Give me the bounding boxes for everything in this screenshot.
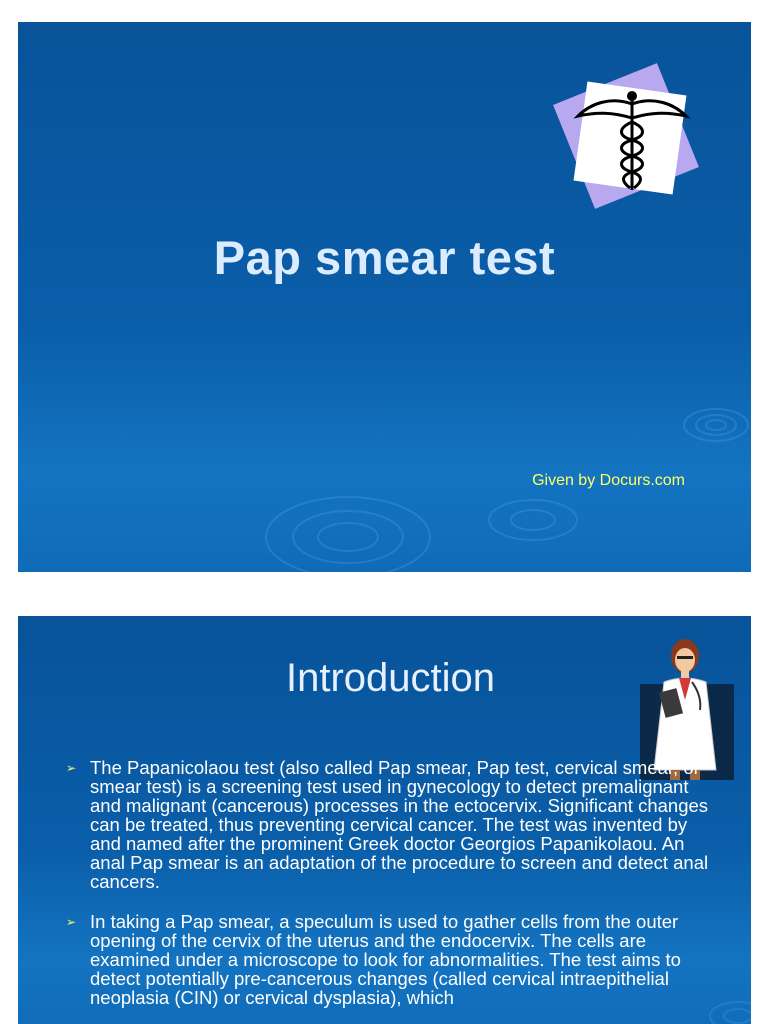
slide-title: Pap smear test [213, 231, 556, 284]
slide-subtitle: Given by Docurs.com [532, 472, 685, 489]
title-slide [18, 22, 751, 572]
bullet-arrow-icon: ➢ [66, 761, 77, 775]
bullet-text: The Papanicolaou test (also called Pap smear, Pap test, cervical smear, or smear test) is a screening test used in gynecology to detect premalignant and malignant (cancerous) processes in the ectocervix. Significant changes can be treated, thus preventing cervical cancer. The test was invented by and named after the prominent Greek doctor Georgios Papanikolaou. An anal Pap smear is an adaptation of the procedure to screen and detect anal cancers. [90, 757, 709, 892]
introduction-slide [18, 616, 751, 1024]
bullet-item [62, 912, 722, 1007]
bullet-list [62, 758, 722, 1024]
bullet-item [62, 758, 722, 891]
slide-title: Introduction [285, 656, 496, 700]
bullet-arrow-icon: ➢ [66, 915, 77, 929]
bullet-text: In taking a Pap smear, a speculum is used to gather cells from the outer opening of the cervix of the uterus and the endocervix. The cells are examined under a microscope to look for abnormalities. The test aims to detect potentially pre-cancerous changes (called cervical intraepithelial neoplasia (CIN) or cervical dysplasia), which [90, 911, 681, 1008]
caduceus-icon [550, 60, 710, 220]
